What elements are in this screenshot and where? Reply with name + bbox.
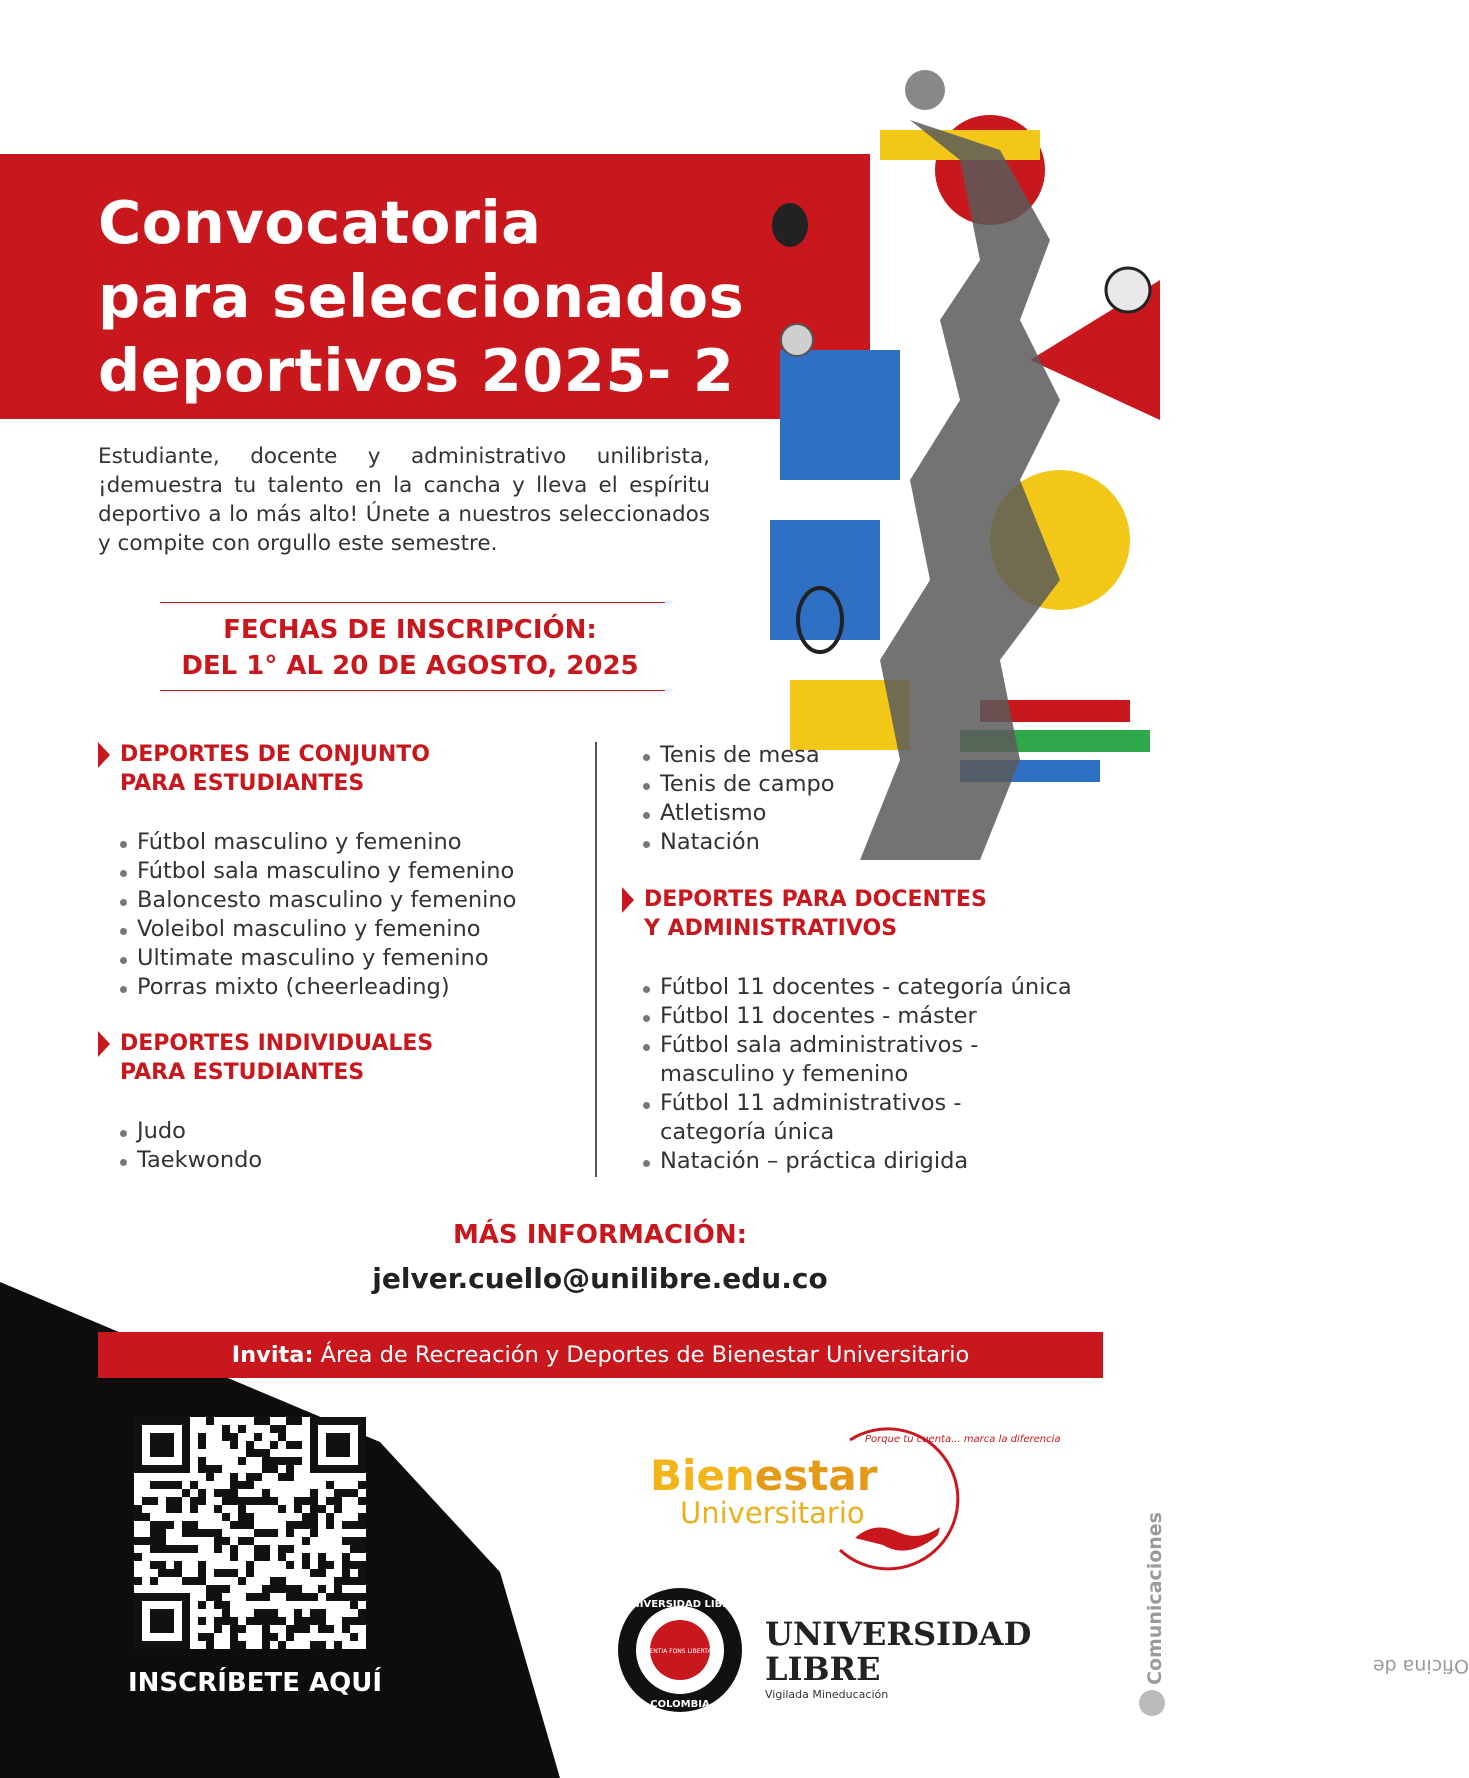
invite-bar bbox=[98, 1332, 1103, 1378]
dates-rule-bottom bbox=[160, 690, 665, 691]
invite-organizer: Área de Recreación y Deportes de Bienestar Universitario bbox=[320, 1342, 970, 1368]
seal-motto-text: SCIENTIA FONS LIBERTATIS bbox=[639, 1648, 721, 1655]
column-divider bbox=[595, 742, 597, 1177]
list-item: Fútbol 11 docentes - categoría única bbox=[641, 973, 1072, 1002]
padel-racket-icon bbox=[772, 203, 808, 247]
list-item: Fútbol 11 docentes - máster bbox=[641, 1002, 1072, 1031]
intro-paragraph: Estudiante, docente y administrativo unilibrista, ¡demuestra tu talento en la cancha y lleva el espíritu deportivo a lo más alto! Únete a nuestros seleccionados y compite con orgullo este semestre. bbox=[98, 444, 710, 556]
volleyball-icon bbox=[905, 70, 945, 110]
list-item: Fútbol sala masculino y femenino bbox=[118, 857, 516, 886]
team-sports-heading-line-2: PARA ESTUDIANTES bbox=[120, 771, 365, 796]
list-item: Ultimate masculino y femenino bbox=[118, 944, 516, 973]
list-item: Natación bbox=[641, 828, 835, 857]
university-name-line-2: LIBRE bbox=[765, 1650, 881, 1688]
team-sports-heading-line-1: DEPORTES DE CONJUNTO bbox=[120, 742, 430, 767]
list-item: Atletismo bbox=[641, 799, 835, 828]
invite-label: Invita: bbox=[231, 1342, 314, 1368]
title-line-3: deportivos 2025- 2 bbox=[98, 336, 735, 405]
seal-bottom-text: COLOMBIA bbox=[650, 1699, 710, 1710]
list-item: Tenis de campo bbox=[641, 770, 835, 799]
dates-line-1: FECHAS DE INSCRIPCIÓN: bbox=[223, 615, 597, 645]
staff-sports-list bbox=[641, 973, 1072, 1176]
team-sports-heading bbox=[120, 740, 430, 798]
ball-icon bbox=[781, 324, 813, 356]
side-credit-text: Oficina de Comunicaciones bbox=[1144, 1512, 1469, 1685]
bienestar-word-2: estar bbox=[754, 1451, 878, 1500]
list-item: Voleibol masculino y femenino bbox=[118, 915, 516, 944]
staff-sports-heading bbox=[644, 885, 987, 943]
vigilada-text: Vigilada Mineducación bbox=[765, 1688, 889, 1701]
bienestar-slogan: Porque tu cuenta... marca la diferencia bbox=[865, 1434, 1061, 1445]
bienestar-universitario-logo bbox=[640, 1420, 1061, 1570]
team-sports-list bbox=[118, 828, 516, 1002]
list-item: Natación – práctica dirigida bbox=[641, 1147, 1072, 1176]
registration-qr-code[interactable] bbox=[134, 1417, 366, 1649]
list-item: Judo bbox=[118, 1117, 262, 1146]
invite-text bbox=[98, 1332, 1103, 1378]
individual-sports-heading-line-1: DEPORTES INDIVIDUALES bbox=[120, 1031, 434, 1056]
contact-email-link[interactable]: jelver.cuello@unilibre.edu.co bbox=[372, 1262, 828, 1295]
heading-marker-icon bbox=[622, 887, 634, 913]
bienestar-word-1: Bien bbox=[650, 1451, 755, 1500]
title-line-2: para seleccionados bbox=[98, 262, 745, 331]
collage-blue-block-2 bbox=[770, 520, 880, 640]
individual-sports-list bbox=[118, 1117, 262, 1175]
dates-rule-top bbox=[160, 602, 665, 603]
qr-caption: INSCRÍBETE AQUÍ bbox=[127, 1668, 383, 1698]
list-item: Porras mixto (cheerleading) bbox=[118, 973, 516, 1002]
more-info-title: MÁS INFORMACIÓN: bbox=[452, 1220, 748, 1250]
university-name-line-1: UNIVERSIDAD bbox=[765, 1615, 1032, 1653]
side-credit bbox=[1136, 1360, 1469, 1710]
list-item: Fútbol 11 administrativos - categoría única bbox=[641, 1089, 1072, 1147]
list-item: Baloncesto masculino y femenino bbox=[118, 886, 516, 915]
title-line-1: Convocatoria bbox=[98, 188, 542, 257]
list-item: Taekwondo bbox=[118, 1146, 262, 1175]
collage-blue-block bbox=[780, 350, 900, 480]
list-item: Tenis de mesa bbox=[641, 741, 835, 770]
individual-sports-heading-line-2: PARA ESTUDIANTES bbox=[120, 1060, 365, 1085]
staff-sports-heading-line-2: Y ADMINISTRATIVOS bbox=[644, 916, 898, 941]
svg-text:Bienestar bbox=[650, 1451, 878, 1500]
soccer-ball-icon bbox=[1106, 268, 1150, 312]
universidad-libre-logo bbox=[605, 1585, 1055, 1715]
list-item: Fútbol sala administrativos - masculino y femenino bbox=[641, 1031, 1072, 1089]
individual-sports-list-continued bbox=[641, 741, 835, 857]
heading-marker-icon bbox=[98, 742, 110, 768]
seal-top-text: UNIVERSIDAD LIBRE bbox=[623, 1599, 737, 1610]
dates-line-2: DEL 1° AL 20 DE AGOSTO, 2025 bbox=[181, 651, 639, 681]
registration-dates bbox=[150, 612, 670, 684]
heading-marker-icon bbox=[98, 1031, 110, 1057]
staff-sports-heading-line-1: DEPORTES PARA DOCENTES bbox=[644, 887, 987, 912]
individual-sports-heading bbox=[120, 1029, 433, 1087]
list-item: Fútbol masculino y femenino bbox=[118, 828, 516, 857]
credit-logo-icon bbox=[1139, 1690, 1165, 1716]
bienestar-word-3: Universitario bbox=[680, 1496, 865, 1530]
